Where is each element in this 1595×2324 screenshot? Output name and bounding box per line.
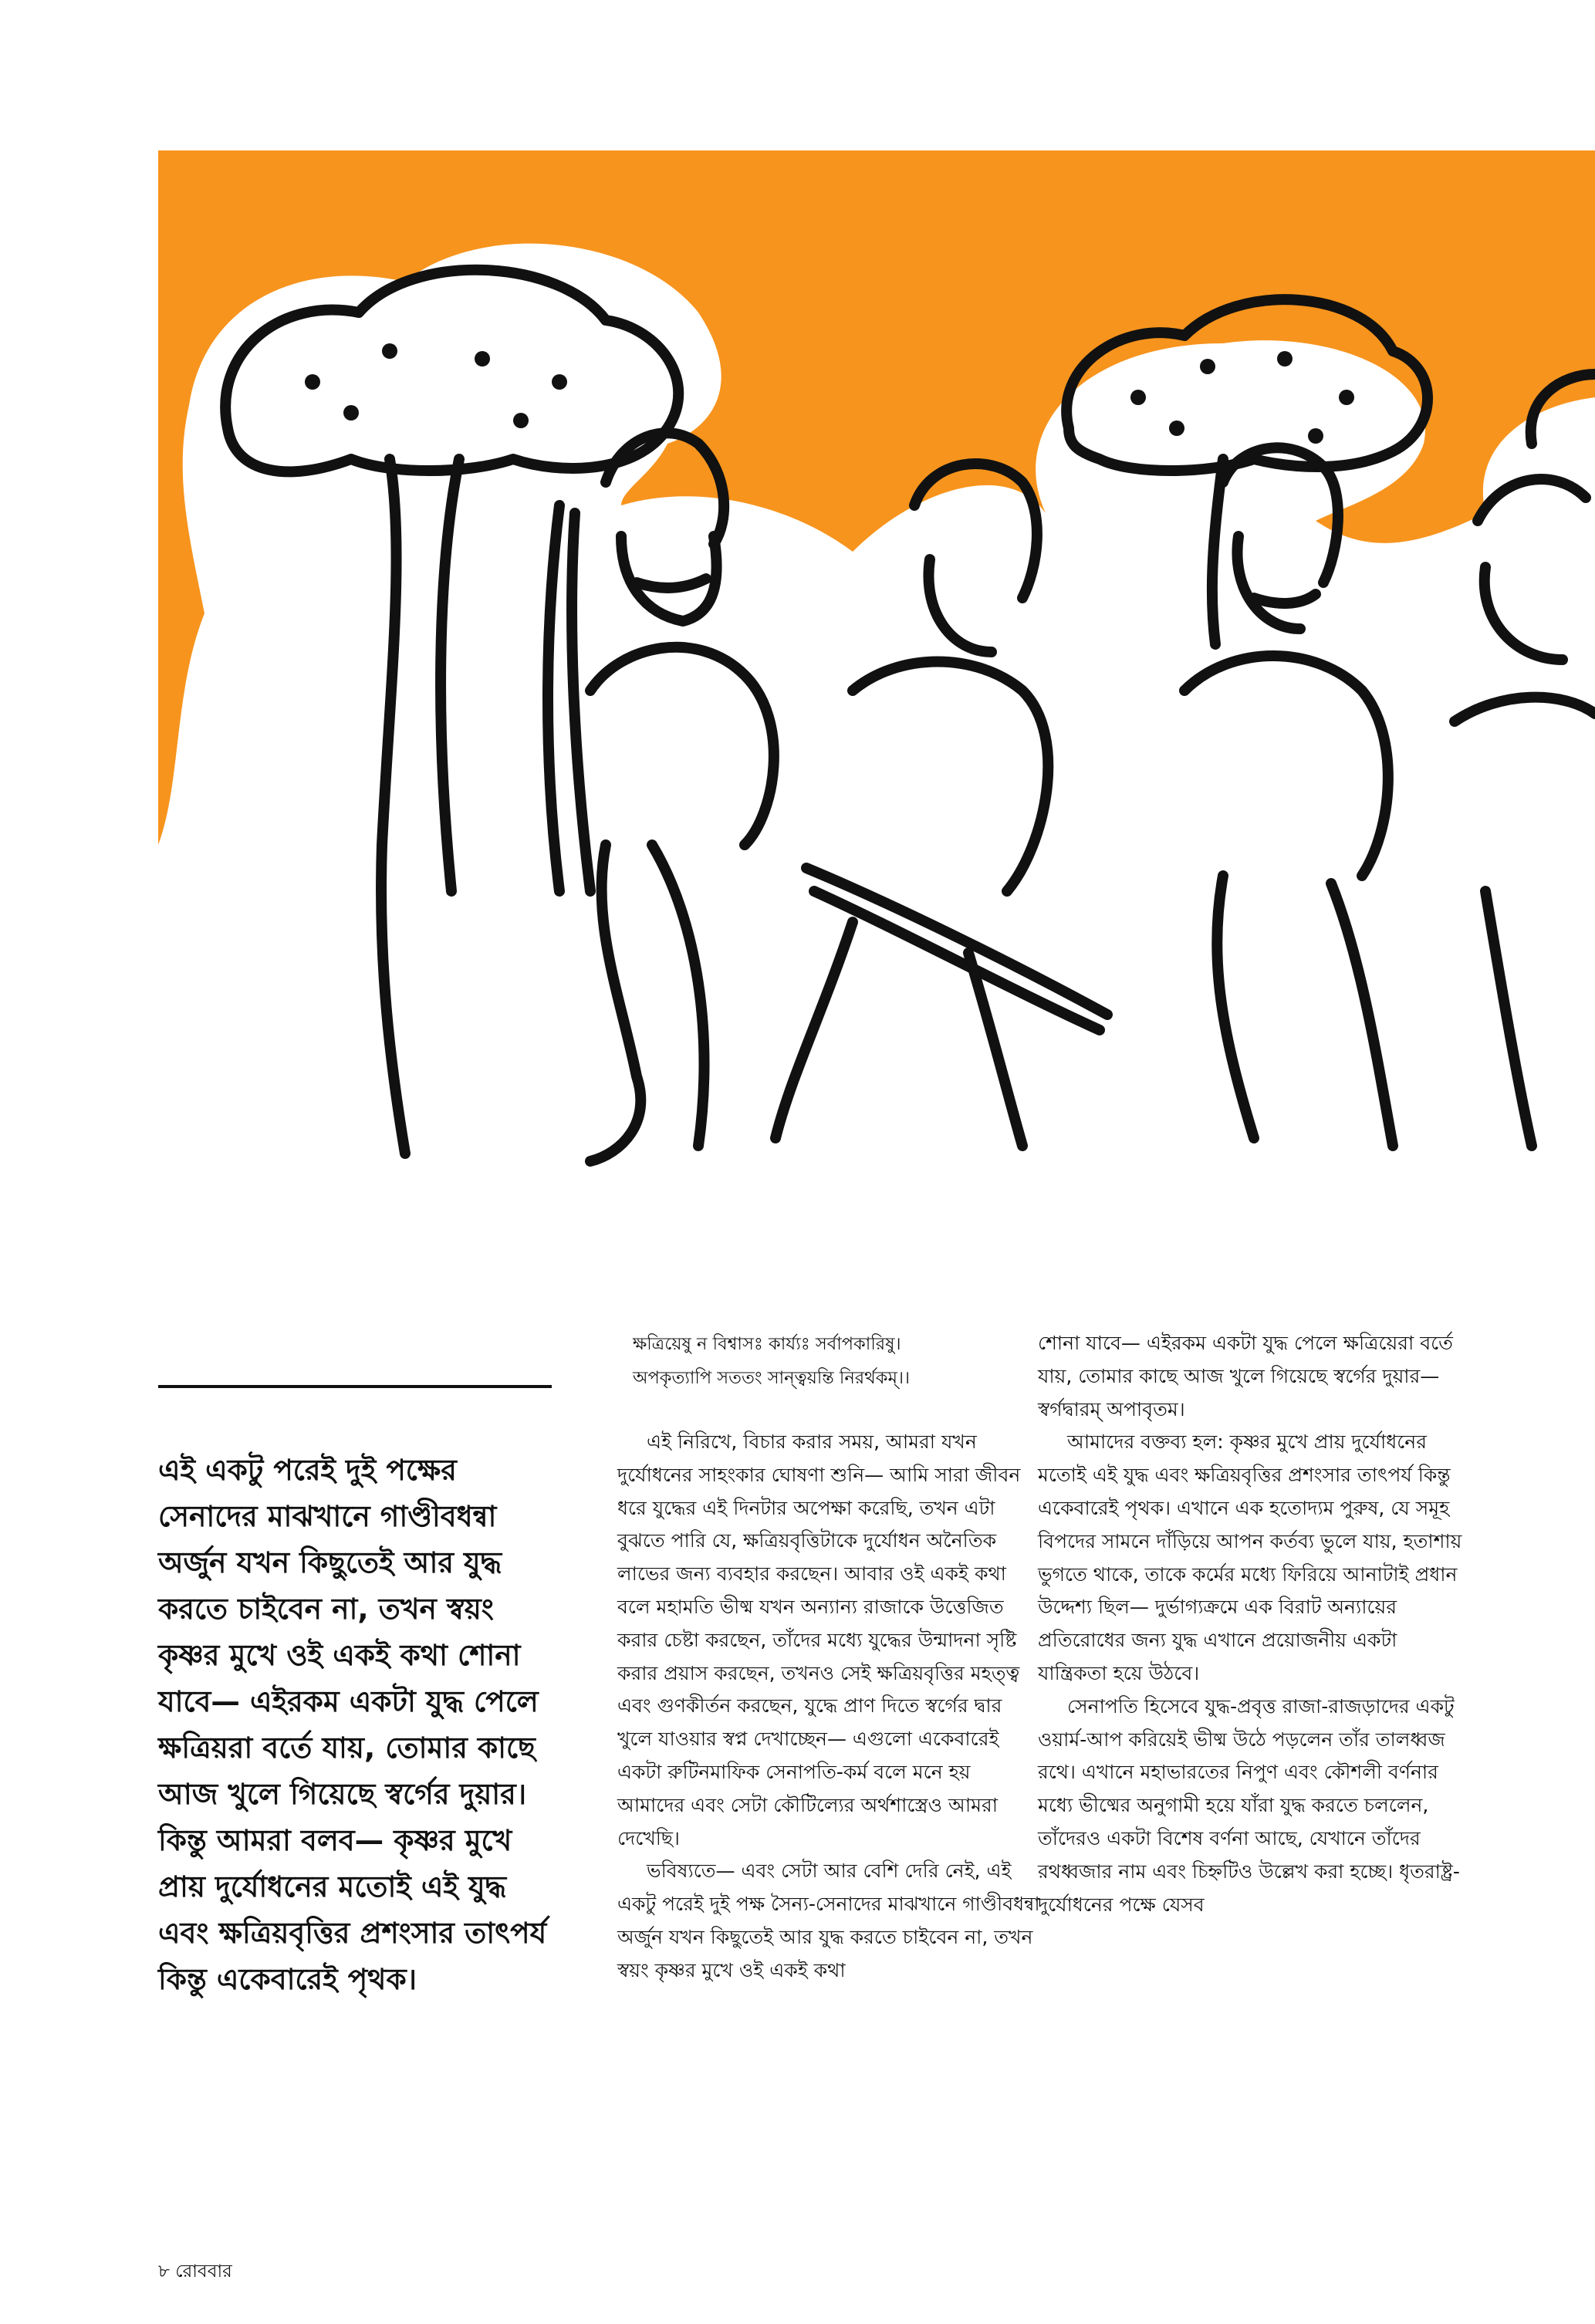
leaf-dot	[1169, 421, 1184, 436]
leaf-dot	[1277, 351, 1293, 367]
leaf-dot	[1200, 359, 1215, 374]
leaf-dot	[552, 374, 567, 390]
leaf-dot	[343, 405, 359, 421]
leaf-dot	[382, 343, 397, 359]
article-column-2	[1038, 1327, 1470, 1921]
leaf-dot	[305, 374, 320, 390]
paragraph: ভবিষ্যতে— এবং সেটা আর বেশি দেরি নেই, এই একটু পরেই দুই পক্ষ সৈন্য-সেনাদের মাঝখানে গাণ্ডীবধন্বা অর্জুন যখন কিছুতেই আর যুদ্ধ করতে চাইবেন না, তখন স্বয়ং কৃষ্ণর মুখে ওই একই কথা	[617, 1860, 1040, 1981]
leaf-dot	[513, 413, 529, 428]
paragraph: শোনা যাবে— এইরকম একটা যুদ্ধ পেলে ক্ষত্রিয়েরা বর্তে যায়, তোমার কাছে আজ খুলে গিয়েছে স্বর্গের দুয়ার— স্বর্গদ্বারম্ অপাবৃতম।	[1038, 1332, 1453, 1420]
ground-cutout	[158, 1154, 1595, 1277]
pull-quote: এই একটু পরেই দুই পক্ষের সেনাদের মাঝখানে গাণ্ডীবধন্বা অর্জুন যখন কিছুতেই আর যুদ্ধ করতে চাইবেন না, তখন স্বয়ং কৃষ্ণর মুখে ওই একই কথা শোনা যাবে— এইরকম একটা যুদ্ধ পেলে ক্ষত্রিয়রা বর্তে যায়, তোমার কাছে আজ খুলে গিয়েছে স্বর্গের দুয়ার। কিন্তু আমরা বলব— কৃষ্ণর মুখে প্রায় দুর্যোধনের মতোই এই যুদ্ধ এবং ক্ষত্রিয়বৃত্তির প্রশংসার তাৎপর্য কিন্তু একেবারেই পৃথক।	[158, 1453, 547, 1996]
article-column-1	[617, 1327, 1042, 1988]
leaf-dot	[1308, 428, 1323, 444]
leaf-dot	[1339, 390, 1354, 405]
leaf-dot	[1130, 390, 1146, 405]
verse-line: অপকৃত্যাপি সততং সান্ত্বয়ন্তি নিরর্থকম্।।	[633, 1368, 911, 1388]
paragraph: এই নিরিখে, বিচার করার সময়, আমরা যখন দুর্যোধনের সাহংকার ঘোষণা শুনি— আমি সারা জীবন ধরে যুদ্ধের এই দিনটার অপেক্ষা করেছি, তখন এটা বুঝতে পারি যে, ক্ষত্রিয়বৃত্তিটাকে দুর্যোধন অনৈতিক লাভের জন্য ব্যবহার করছেন। আবার ওই একই কথা বলে মহামতি ভীষ্ম যখন অন্যান্য রাজাকে উত্তেজিত করার চেষ্টা করছেন, তাঁদের মধ্যে যুদ্ধের উন্মাদনা সৃষ্টি করার প্রয়াস করছেন, তখনও সেই ক্ষত্রিয়বৃত্তির মহত্ত্ব এবং গুণকীর্তন করছেন, যুদ্ধে প্রাণ দিতে স্বর্গের দ্বার খুলে যাওয়ার স্বপ্ন দেখাচ্ছেন— এগুলো একেবারেই একটা রুটিনমাফিক সেনাপতি-কর্ম বলে মনে হয় আমাদের এবং সেটা কৌটিল্যের অর্থশাস্ত্রেও আমরা দেখেছি।	[617, 1431, 1021, 1849]
warriors-and-trees-illustration	[158, 150, 1595, 1277]
paragraph: সেনাপতি হিসেবে যুদ্ধ-প্রবৃত্ত রাজা-রাজড়াদের একটু ওয়ার্ম-আপ করিয়েই ভীষ্ম উঠে পড়লেন তাঁর তালধ্বজ রথে। এখানে মহাভারতের নিপুণ এবং কৌশলী বর্ণনার মধ্যে ভীষ্মের অনুগামী হয়ে যাঁরা যুদ্ধ করতে চললেন, তাঁদেরও একটা বিশেষ বর্ণনা আছে, যেখানে তাঁদের রথধ্বজার নাম এবং চিহ্নটিও উল্লেখ করা হচ্ছে। ধৃতরাষ্ট্র-দুর্যোধনের পক্ষে যেসব	[1038, 1694, 1460, 1916]
verse-line: ক্ষত্রিয়েষু ন বিশ্বাসঃ কার্য্যঃ সর্বাপকারিষু।	[633, 1334, 901, 1354]
paragraph: আমাদের বক্তব্য হল: কৃষ্ণর মুখে প্রায় দুর্যোধনের মতোই এই যুদ্ধ এবং ক্ষত্রিয়বৃত্তির প্রশংসার তাৎপর্য কিন্তু একেবারেই পৃথক। এখানে এক হতোদ্যম পুরুষ, যে সমূহ বিপদের সামনে দাঁড়িয়ে আপন কর্তব্য ভুলে যায়, হতাশায় ভুগতে থাকে, তাকে কর্মের মধ্যে ফিরিয়ে আনাটাই প্রধান উদ্দেশ্য ছিল— দুর্ভাগ্যক্রমে এক বিরাট অন্যায়ের প্রতিরোধের জন্য যুদ্ধ এখানে প্রয়োজনীয় একটা যান্ত্রিকতা হয়ে উঠবে।	[1038, 1431, 1462, 1684]
page-folio: ৮ রোববার	[158, 2262, 232, 2282]
pull-quote-rule	[158, 1385, 552, 1388]
leaf-dot	[475, 351, 490, 367]
sanskrit-verse	[633, 1327, 1034, 1395]
